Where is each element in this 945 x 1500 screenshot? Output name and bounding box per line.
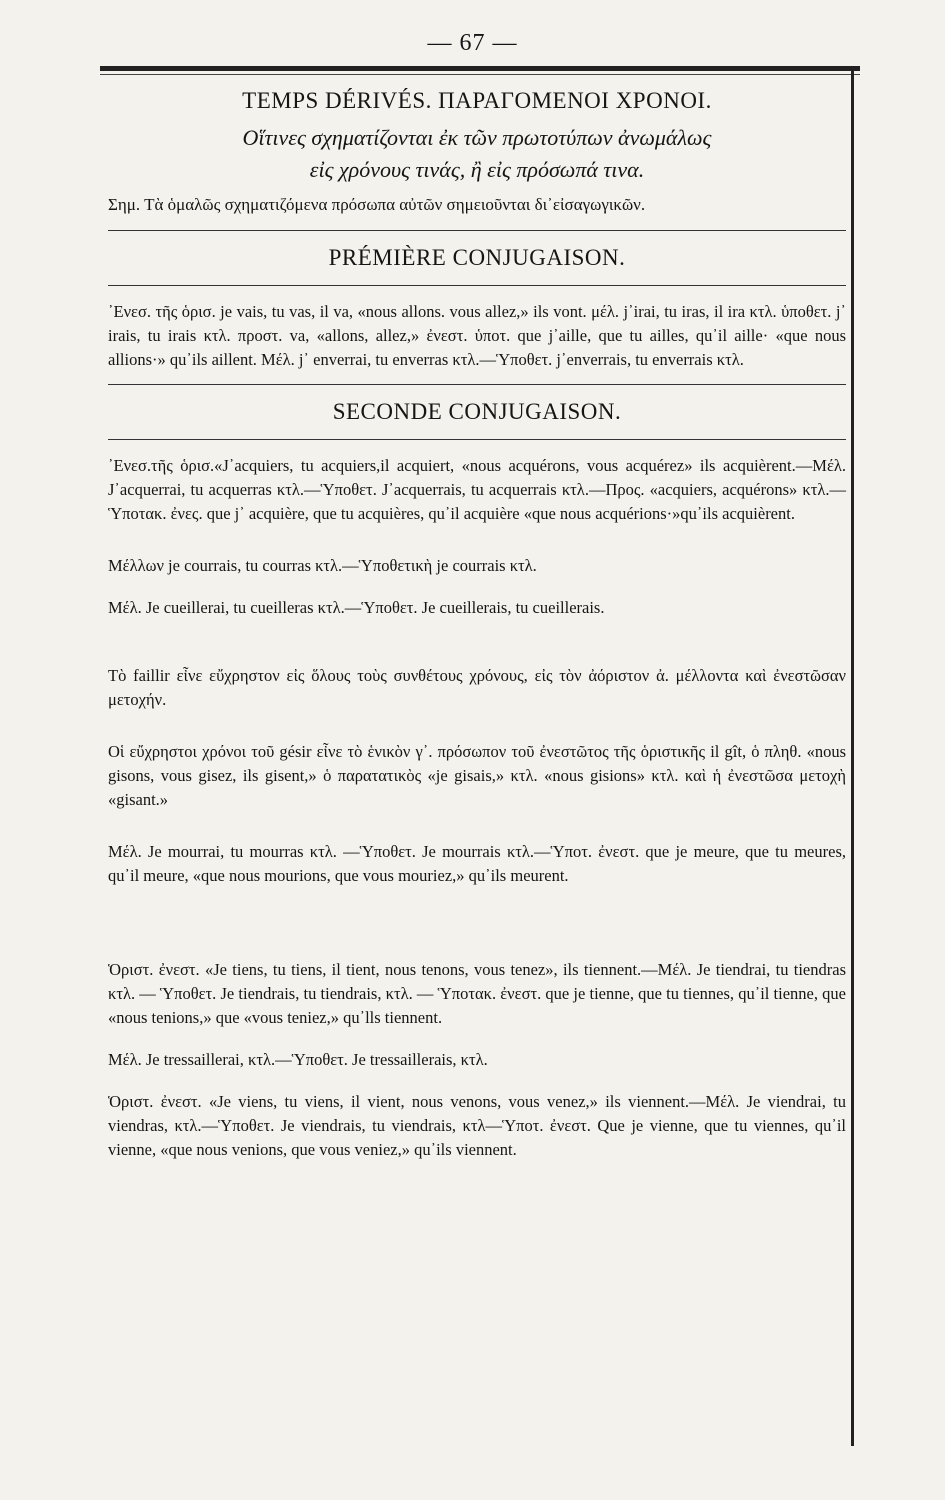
paragraph-tenir: Ὁριστ. ἐνεστ. «Je tiens, tu tiens, il tient, nous tenons, vous tenez», ils tiennent.—Μέλ. Je tiendrai, tu tiendras κτλ. — Ὑποθετ. Je tiendrais, tu tiendrais, κτλ. — Ὑποτακ. ἐνεστ. que je tienne, que tu tiennes, qu᾽il tienne, que «nous tenions,» que «vous teniez,» qu᾽lls tiennent. xyxy=(108,960,846,1027)
right-margin-rule xyxy=(851,66,854,1446)
first-conjugation-text: ᾽Ενεσ. τῆς ὁρισ. je vais, tu vas, il va, «nous allons. vous allez,» ils vont. μέλ. j᾽irai, tu iras, il ira κτλ. ὑποθετ. j᾽ irais, tu irais κτλ. προστ. va, «allons, allez,» ἐνεστ. ὑποτ. que j᾽aille, que tu ailles, qu᾽il aille· «que nous allions·» qu᾽ils aillent. Μέλ. j᾽ enverrai, tu enverras κτλ.—Ὑποθετ. j᾽enverrais, tu enverrais κτλ. xyxy=(108,302,846,369)
page-content xyxy=(108,86,846,1162)
divider xyxy=(108,384,846,385)
paragraph-tressaillir: Μέλ. Je tressaillerai, κτλ.—Ὑποθετ. Je tressaillerais, κτλ. xyxy=(108,1050,488,1069)
divider xyxy=(108,439,846,440)
top-rule xyxy=(100,66,860,71)
page-title: TEMPS DÉRIVÉS. ΠΑΡΑΓΟΜΕΝΟΙ ΧΡΟΝΟΙ. xyxy=(242,88,712,113)
header-note: Σημ. Τὰ ὁμαλῶς σχηματιζόμενα πρόσωπα αὐτῶν σημειοῦνται δι᾽εἰσαγωγικῶν. xyxy=(108,195,646,214)
top-rule-thin xyxy=(100,74,860,75)
paragraph-acquerir: ᾽Ενεσ.τῆς ὁρισ.«J᾽acquiers, tu acquiers,il acquiert, «nous acquérons, vous acquérez» ils acquièrent.—Μέλ. J᾽acquerrai, tu acquerras κτλ.—Ὑποθετ. J᾽acquerrais, tu acquerrais κτλ.—Προς. «acquiers, acquérons» κτλ.—Ὑποτακ. ἐνες. que j᾽ acquière, que tu acquières, qu᾽il acquière «que nous acquérions·»qu᾽ils acquièrent. xyxy=(108,456,846,523)
paragraph-faillir: Τὸ faillir εἶνε εὔχρηστον εἰς ὅλους τοὺς συνθέτους χρόνους, εἰς τὸν ἀόριστον ἀ. μέλλοντα καὶ ἐνεστῶσαν μετοχήν. xyxy=(108,666,846,709)
greek-heading-line-1: Οἵτινες σχηματίζονται ἐκ τῶν πρωτοτύπων ἀνωμάλως xyxy=(242,125,712,150)
paragraph-mourir: Μέλ. Je mourrai, tu mourras κτλ. —Ὑποθετ. Je mourrais κτλ.—Ὑποτ. ἐνεστ. que je meure, que tu meures, qu᾽il meure, «que nous mourions, que vous mouriez,» qu᾽ils meurent. xyxy=(108,842,846,885)
divider xyxy=(108,230,846,231)
paragraph-venir: Ὁριστ. ἐνεστ. «Je viens, tu viens, il vient, nous venons, vous venez,» ils viennent.—Μέλ. Je viendrai, tu viendras, κτλ.—Ὑποθετ. Je viendrais, tu viendrais, κτλ—Ὑποτ. ἐνεστ. Que je vienne, que tu viennes, qu᾽il vienne, «que nous venions, que vous veniez,» qu᾽ils viennent. xyxy=(108,1092,846,1159)
section-title-second-conjugation: SECONDE CONJUGAISON. xyxy=(332,399,622,424)
greek-heading-line-2: εἰς χρόνους τινάς, ἢ εἰς πρόσωπά τινα. xyxy=(309,157,645,182)
section-title-first-conjugation: PRÉMIÈRE CONJUGAISON. xyxy=(328,245,626,270)
divider xyxy=(108,285,846,286)
page-number: — 67 — xyxy=(427,30,518,56)
paragraph-gesir: Οἱ εὔχρηστοι χρόνοι τοῦ gésir εἶνε τὸ ἑνικὸν γ᾽. πρόσωπον τοῦ ἐνεστῶτος τῆς ὁριστικῆς il gît, ὁ πληθ. «nous gisons, vous gisez, ils gisent,» ὁ παρατατικὸς «je gisais,» κτλ. «nous gisions» κτλ. καὶ ἡ ἐνεστῶσα μετοχὴ «gisant.» xyxy=(108,742,846,809)
paragraph-cueillir: Μέλ. Je cueillerai, tu cueilleras κτλ.—Ὑποθετ. Je cueillerais, tu cueillerais. xyxy=(108,598,605,617)
paragraph-courir: Μέλλων je courrais, tu courras κτλ.—Ὑποθετικὴ je courrais κτλ. xyxy=(108,556,537,575)
